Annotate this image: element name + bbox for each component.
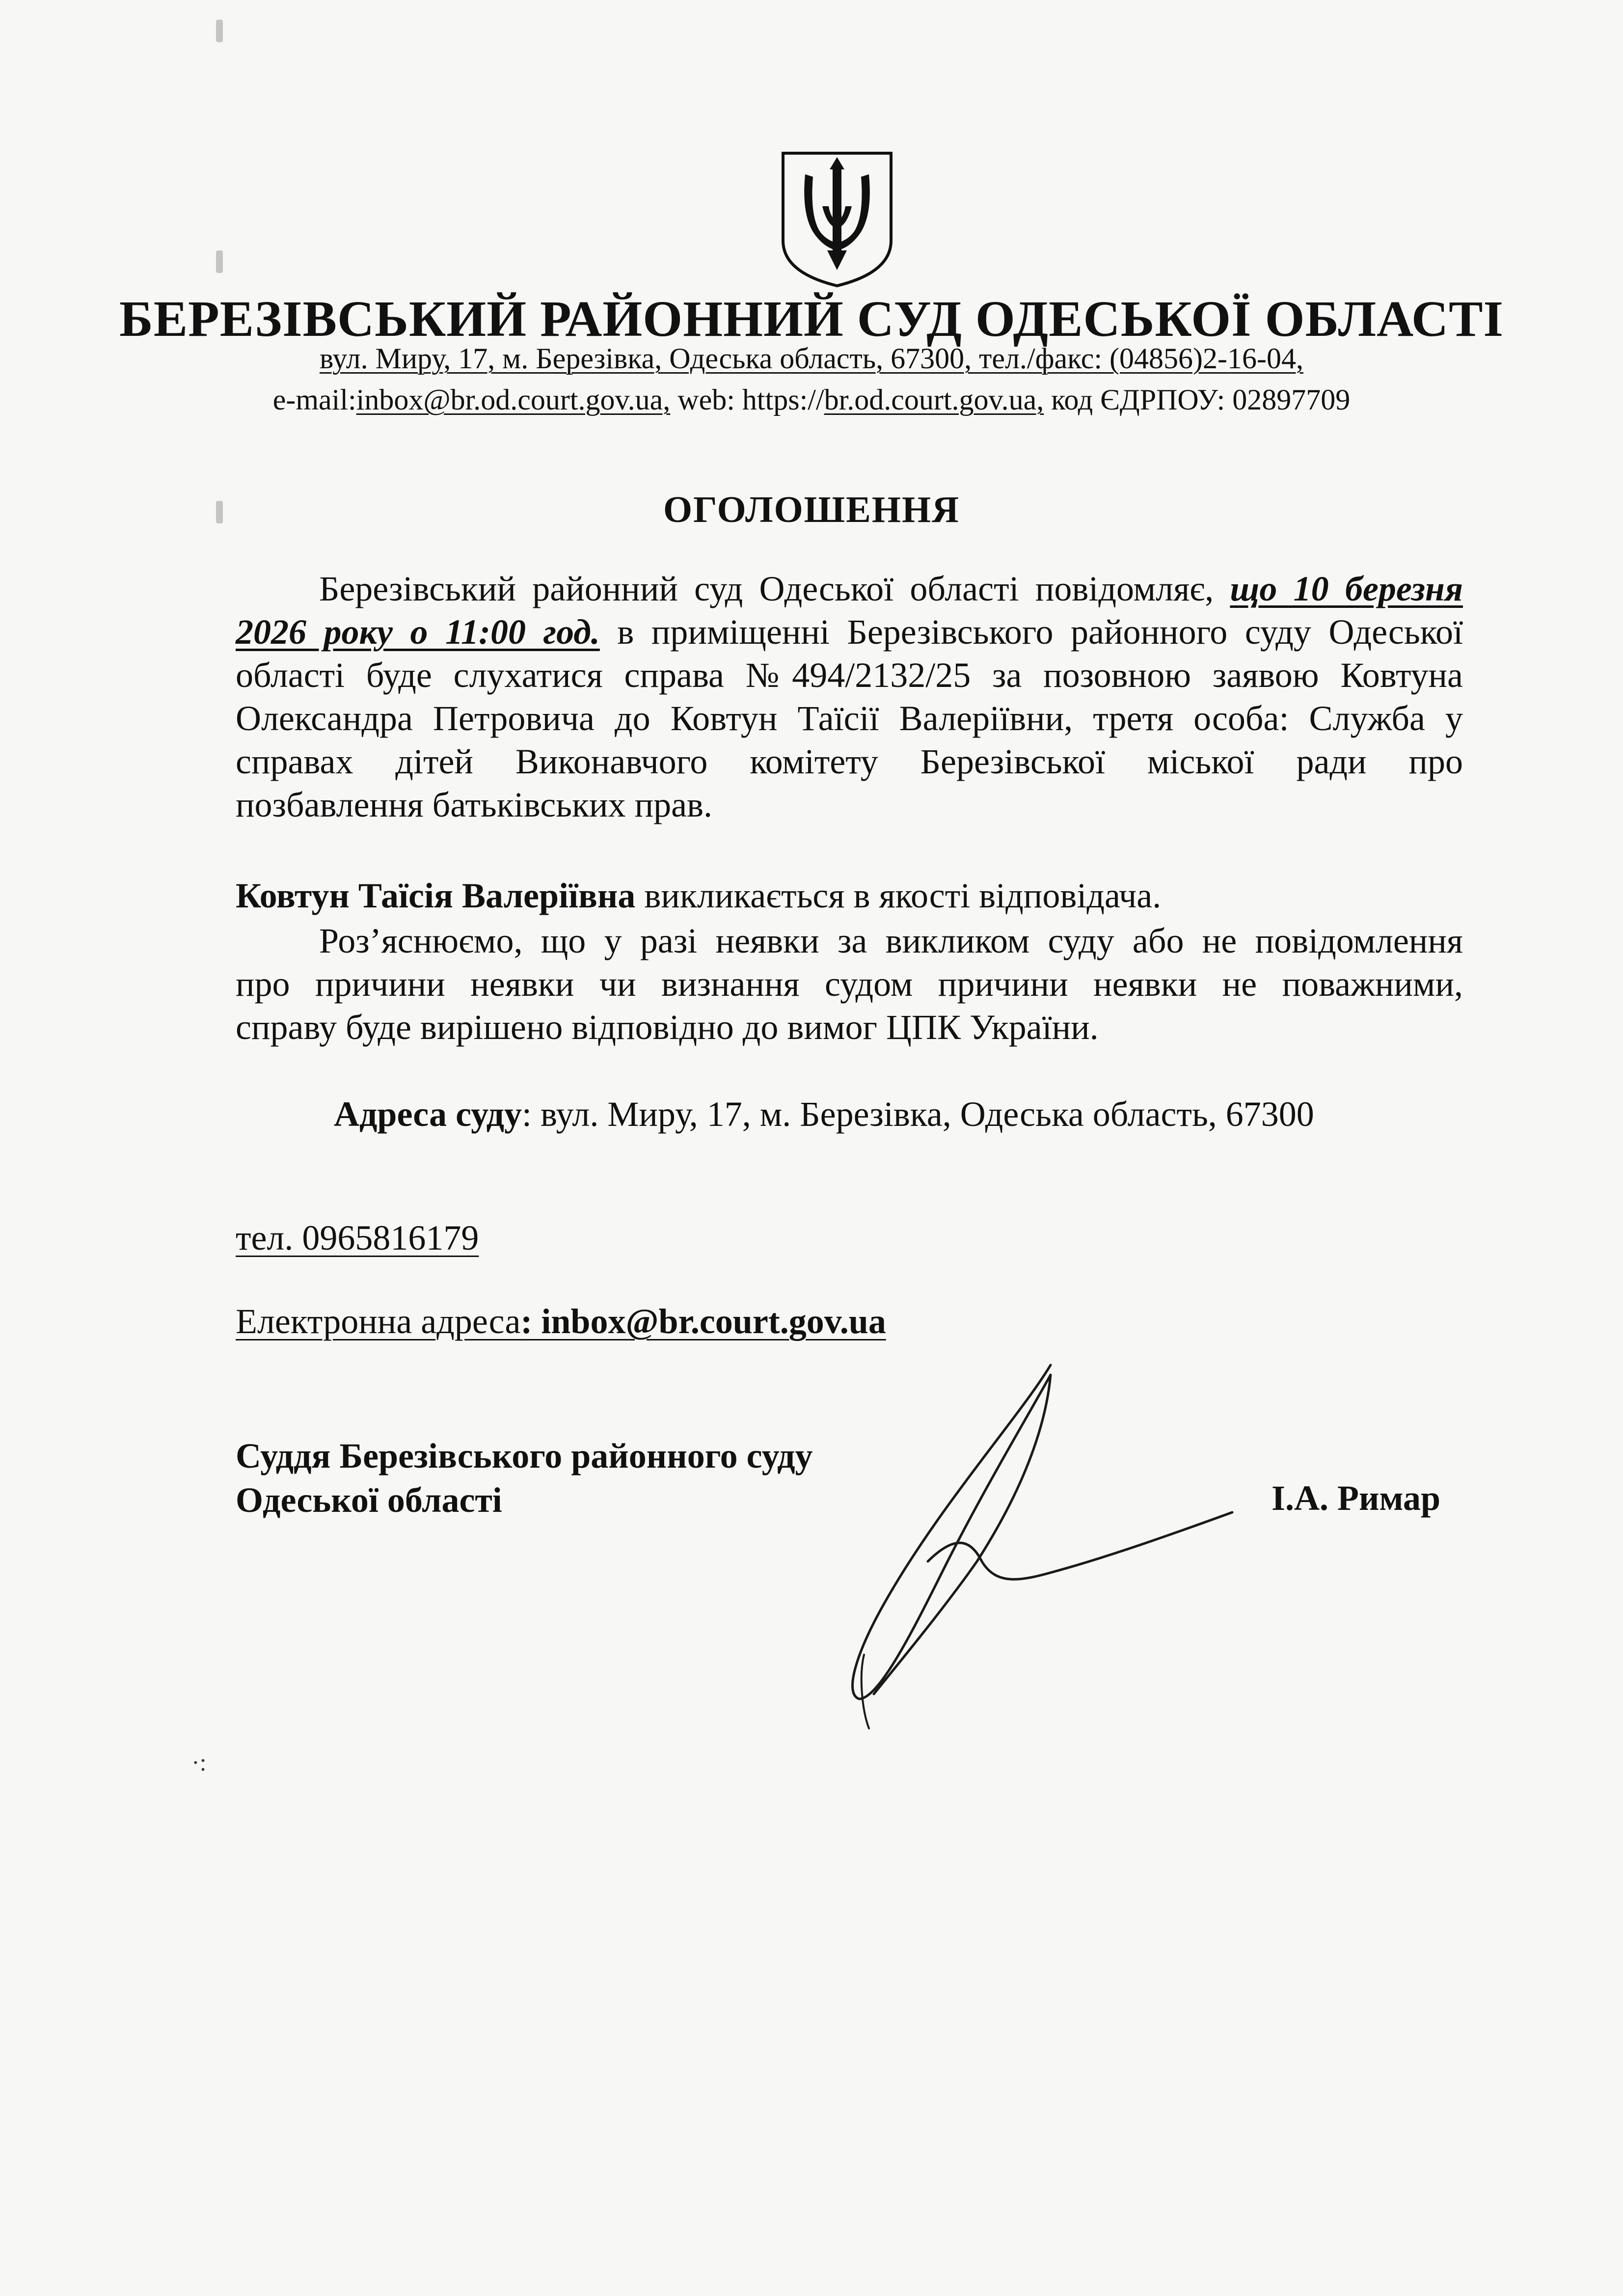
explanation-line: про причини неявки чи визнання судом причини неявки не поважними, xyxy=(236,964,1463,1004)
explanation-line: Роз’яснюємо, що у разі неявки за викликом суду або не повідомлення xyxy=(319,921,1463,960)
contact-email xyxy=(236,1301,886,1342)
address-value: : вул. Миру, 17, м. Березівка, Одеська область, 67300 xyxy=(522,1094,1314,1134)
announcement-line: позбавлення батьківських прав. xyxy=(236,785,713,824)
document-title: ОГОЛОШЕННЯ xyxy=(663,489,960,530)
email-prefix: e-mail: xyxy=(272,383,356,416)
hearing-date: що 10 березня xyxy=(1230,569,1463,608)
address-label: Адреса суду xyxy=(334,1094,522,1134)
court-address-paragraph xyxy=(334,1093,1463,1136)
contact-phone: тел. 0965816179 xyxy=(236,1218,479,1257)
court-web-link[interactable]: br.od.court.gov.ua, xyxy=(824,383,1044,416)
explanation-paragraph xyxy=(236,919,1463,1049)
court-name: БЕРЕЗІВСЬКИЙ РАЙОННИЙ СУД ОДЕСЬКОЇ ОБЛАСТІ xyxy=(119,291,1504,347)
email-label: Електронна адреса xyxy=(236,1302,521,1341)
judge-title-line: Суддя Березівського районного суду xyxy=(236,1436,813,1476)
court-address-line xyxy=(0,342,1623,376)
handwritten-signature xyxy=(835,1355,1276,1797)
announcement-line: Олександра Петровича до Ковтун Таїсії Валеріївни, третя особа: Служба у xyxy=(236,699,1463,738)
defendant-name: Ковтун Таїсія Валеріївна xyxy=(236,876,636,915)
defendant-paragraph xyxy=(236,874,1463,917)
court-contacts-line xyxy=(0,383,1623,417)
judge-title-line: Одеської області xyxy=(236,1480,502,1520)
judge-title xyxy=(236,1434,812,1522)
judge-name: І.А. Римар xyxy=(1271,1478,1441,1518)
announcement-paragraph xyxy=(236,567,1463,826)
explanation-line: справу буде вирішено відповідно до вимог ЦПК України. xyxy=(236,1008,1099,1047)
court-edrpou: код ЄДРПОУ: 02897709 xyxy=(1044,383,1351,416)
court-email-link[interactable]: inbox@br.od.court.gov.ua, xyxy=(356,383,671,416)
scan-speck: ·: xyxy=(191,1749,207,1776)
trident-coat-of-arms-icon xyxy=(776,147,898,290)
hearing-time: 2026 року о 11:00 год. xyxy=(236,612,600,652)
announcement-line: справах дітей Виконавчого комітету Березівської міської ради про xyxy=(236,742,1463,781)
defendant-role: викликається в якості відповідача. xyxy=(635,876,1162,915)
court-address: вул. Миру, 17, м. Березівка, Одеська область, 67300, тел./факс: (04856)2-16-04, xyxy=(320,342,1303,375)
announcement-line: області буде слухатися справа №494/2132/25 за позовною заявою Ковтуна xyxy=(236,656,1463,695)
announcement-text: в приміщенні Березівського районного суду Одеської xyxy=(599,612,1463,652)
announcement-line xyxy=(236,610,1463,654)
announcement-line xyxy=(236,567,1463,610)
announcement-text: Березівський районний суд Одеської області повідомляє, xyxy=(319,569,1230,608)
email-value[interactable]: : inbox@br.court.gov.ua xyxy=(520,1302,886,1341)
web-prefix: web: https:// xyxy=(670,383,824,416)
